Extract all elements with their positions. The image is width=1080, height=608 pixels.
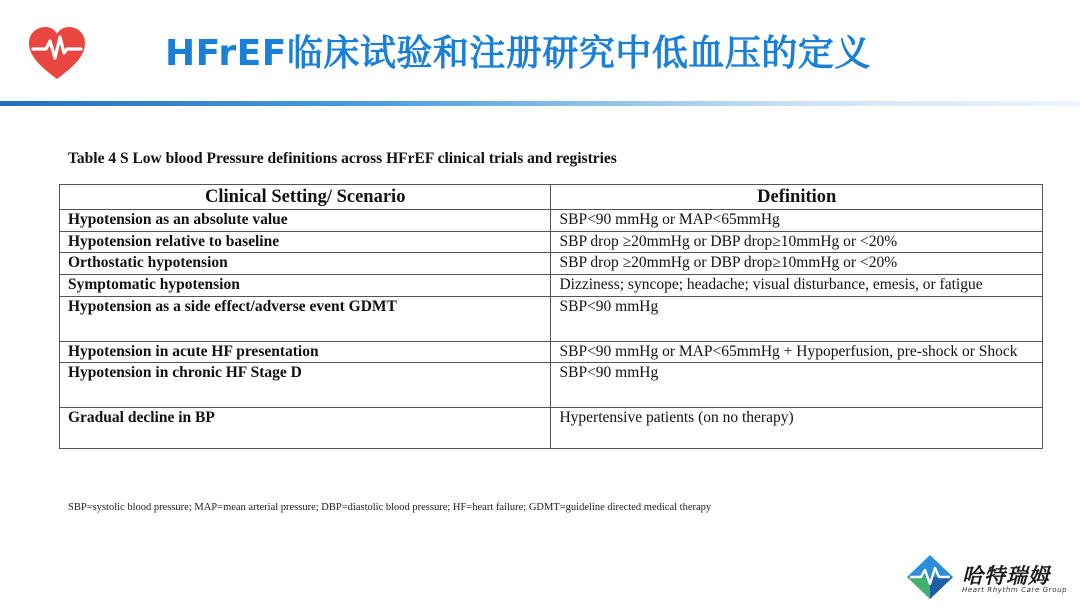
scenario-cell: Hypotension relative to baseline — [60, 231, 551, 253]
definition-cell: SBP<90 mmHg or MAP<65mmHg — [551, 210, 1043, 232]
heart-pulse-icon — [26, 25, 88, 83]
definition-cell: Dizziness; syncope; headache; visual disturbance, emesis, or fatigue — [551, 274, 1043, 296]
table-caption: Table 4 S Low blood Pressure definitions across HFrEF clinical trials and registries — [68, 150, 617, 167]
scenario-cell: Hypotension in acute HF presentation — [60, 341, 551, 363]
table-row — [60, 363, 1043, 408]
column-header-definition: Definition — [551, 185, 1043, 210]
brand-name-cn: 哈特瑞姆 — [962, 564, 1050, 588]
table-row — [60, 253, 1043, 275]
definition-cell: SBP<90 mmHg or MAP<65mmHg + Hypoperfusion, pre-shock or Shock — [551, 341, 1043, 363]
diamond-pulse-logo-icon — [905, 553, 955, 601]
table-row — [60, 210, 1043, 232]
scenario-cell: Hypotension in chronic HF Stage D — [60, 363, 551, 408]
table-row — [60, 408, 1043, 449]
scenario-cell: Symptomatic hypotension — [60, 274, 551, 296]
definition-cell: SBP drop ≥20mmHg or DBP drop≥10mmHg or <20% — [551, 231, 1043, 253]
table-row — [60, 341, 1043, 363]
definition-cell: SBP<90 mmHg — [551, 296, 1043, 341]
scenario-cell: Gradual decline in BP — [60, 408, 551, 449]
header-divider — [0, 101, 1080, 106]
definitions-table — [59, 184, 1043, 449]
scenario-cell: Orthostatic hypotension — [60, 253, 551, 275]
page-title: HFrEF临床试验和注册研究中低血压的定义 — [165, 33, 871, 74]
brand-name-en: Heart Rhythm Care Group — [962, 586, 1068, 594]
definition-cell: Hypertensive patients (on no therapy) — [551, 408, 1043, 449]
column-header-scenario: Clinical Setting/ Scenario — [60, 185, 551, 210]
scenario-cell: Hypotension as an absolute value — [60, 210, 551, 232]
table-row — [60, 274, 1043, 296]
table-row — [60, 231, 1043, 253]
table-header-row — [60, 185, 1043, 210]
table-row — [60, 296, 1043, 341]
definition-cell: SBP drop ≥20mmHg or DBP drop≥10mmHg or <20% — [551, 253, 1043, 275]
scenario-cell: Hypotension as a side effect/adverse event GDMT — [60, 296, 551, 341]
table-footnote: SBP=systolic blood pressure; MAP=mean arterial pressure; DBP=diastolic blood pressure; HF=heart failure; GDMT=guideline directed medical therapy — [68, 502, 712, 513]
definition-cell: SBP<90 mmHg — [551, 363, 1043, 408]
